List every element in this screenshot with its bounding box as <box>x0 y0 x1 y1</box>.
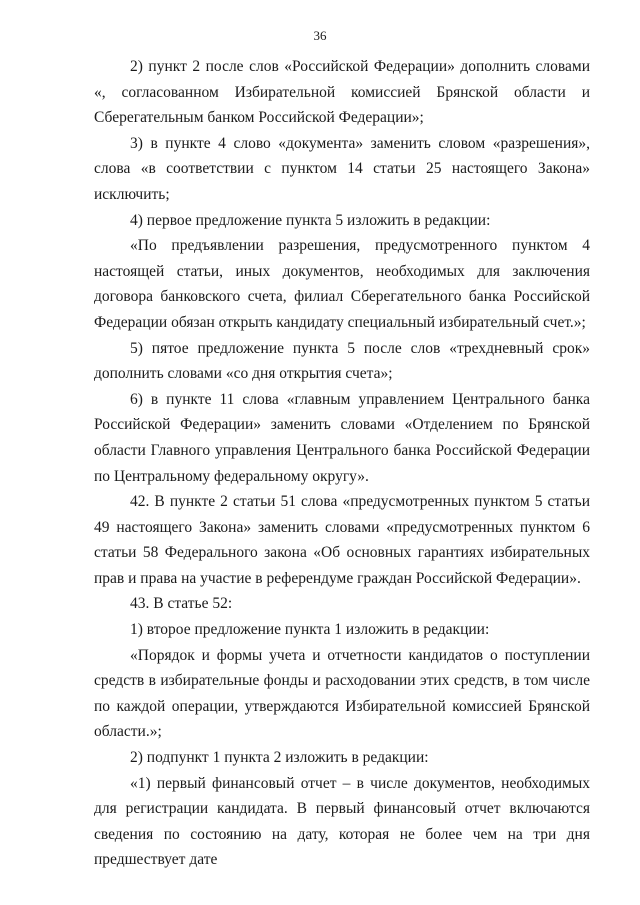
paragraph-43-quote-1: «Порядок и формы учета и отчетности кандидатов о поступлении средств в избирательные фонды и расходовании этих средств, в том числе по каждой операции, утверждаются Избирательной комиссией Брянской области.»; <box>94 646 590 741</box>
paragraph-item-2: 2) пункт 2 после слов «Российской Федерации» дополнить словами «, согласованном Избирательной комиссией Брянской области и Сберегательным банком Российской Федерации»; <box>94 58 590 127</box>
document-body <box>94 54 590 873</box>
paragraph-item-3: 3) в пункте 4 слово «документа» заменить словом «разрешения», слова «в соответствии с пунктом 14 статьи 25 настоящего Закона» исключить; <box>94 134 590 203</box>
paragraph-43-item-2: 2) подпункт 1 пункта 2 изложить в редакции: <box>130 749 429 767</box>
paragraph-item-5: 5) пятое предложение пункта 5 после слов «трехдневный срок» дополнить словами «со дня открытия счета»; <box>94 339 590 383</box>
page-number: 36 <box>313 28 327 43</box>
paragraph-quote-4: «По предъявлении разрешения, предусмотренного пунктом 4 настоящей статьи, иных документов, необходимых для заключения договора банковского счета, филиал Сберегательного банка Российской Федерации обязан открыть кандидату специальный избирательный счет.»; <box>94 237 590 331</box>
paragraph-43-quote-2: «1) первый финансовый отчет – в числе документов, необходимых для регистрации кандидата. В первый финансовый отчет включаются сведения по состоянию на дату, которая не более чем на три дня предшествует дате <box>94 774 590 869</box>
paragraph-item-4: 4) первое предложение пункта 5 изложить в редакции: <box>130 211 491 229</box>
paragraph-section-43: 43. В статье 52: <box>130 595 233 613</box>
paragraph-43-item-1: 1) второе предложение пункта 1 изложить в редакции: <box>130 621 490 639</box>
paragraph-section-42: 42. В пункте 2 статьи 51 слова «предусмотренных пунктом 5 статьи 49 настоящего Закона» заменить словами «предусмотренных пунктом 6 статьи 58 Федерального закона «Об основных гарантиях избирательных прав и права на участие в референдуме граждан Российской Федерации». <box>94 493 590 587</box>
paragraph-item-6: 6) в пункте 11 слова «главным управлением Центрального банка Российской Федерации» заменить словами «Отделением по Брянской области Главного управления Центрального банка Российской Федерации по Центральному федеральному округу». <box>94 390 590 485</box>
